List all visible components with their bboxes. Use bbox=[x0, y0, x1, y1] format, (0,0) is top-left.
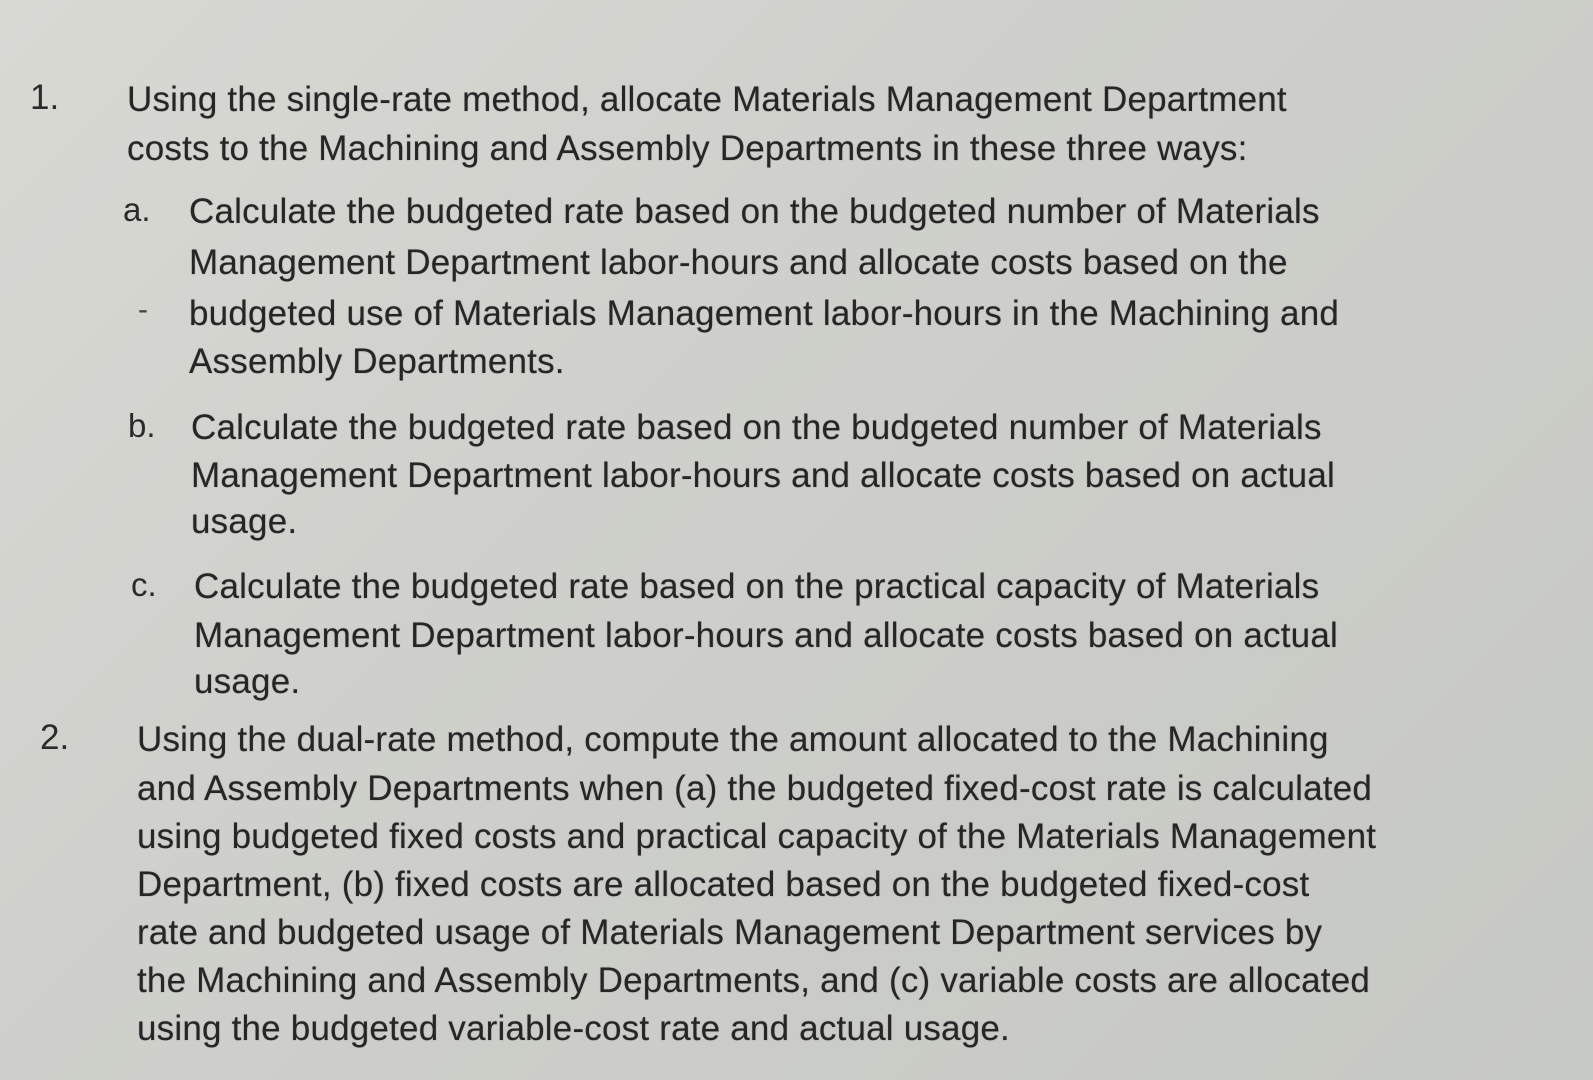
part-c-letter: c. bbox=[131, 566, 157, 603]
question-1-line-2: costs to the Machining and Assembly Departments in these three ways: bbox=[127, 129, 1248, 168]
part-b-letter: b. bbox=[128, 407, 156, 444]
part-a-line-3: budgeted use of Materials Management labor-hours in the Machining and bbox=[189, 294, 1340, 333]
part-a-line-4: Assembly Departments. bbox=[189, 342, 565, 381]
part-a-line-1: Calculate the budgeted rate based on the budgeted number of Materials bbox=[189, 192, 1320, 231]
question-2-line-3: using budgeted fixed costs and practical capacity of the Materials Management bbox=[137, 817, 1377, 856]
question-2-line-5: rate and budgeted usage of Materials Management Department services by bbox=[137, 913, 1323, 952]
question-2-line-4: Department, (b) fixed costs are allocated based on the budgeted fixed-cost bbox=[137, 865, 1310, 904]
margin-mark: - bbox=[138, 293, 148, 326]
part-c-line-1: Calculate the budgeted rate based on the practical capacity of Materials bbox=[194, 567, 1320, 606]
part-b-line-3: usage. bbox=[191, 502, 298, 541]
part-b-line-1: Calculate the budgeted rate based on the budgeted number of Materials bbox=[191, 408, 1322, 447]
question-2-number: 2. bbox=[40, 718, 70, 757]
part-a-line-2: Management Department labor-hours and allocate costs based on the bbox=[189, 243, 1288, 282]
part-c-line-2: Management Department labor-hours and allocate costs based on actual bbox=[194, 616, 1338, 655]
part-c-line-3: usage. bbox=[194, 662, 301, 701]
part-a-letter: a. bbox=[123, 191, 151, 228]
question-1-number: 1. bbox=[30, 78, 60, 117]
question-2-line-6: the Machining and Assembly Departments, and (c) variable costs are allocated bbox=[137, 961, 1371, 1000]
question-2-line-2: and Assembly Departments when (a) the budgeted fixed-cost rate is calculated bbox=[137, 769, 1373, 808]
question-2-line-1: Using the dual-rate method, compute the amount allocated to the Machining bbox=[137, 720, 1329, 759]
part-b-line-2: Management Department labor-hours and allocate costs based on actual bbox=[191, 456, 1335, 495]
question-1-line-1: Using the single-rate method, allocate Materials Management Department bbox=[127, 80, 1287, 119]
question-2-line-7: using the budgeted variable-cost rate and actual usage. bbox=[137, 1009, 1010, 1048]
